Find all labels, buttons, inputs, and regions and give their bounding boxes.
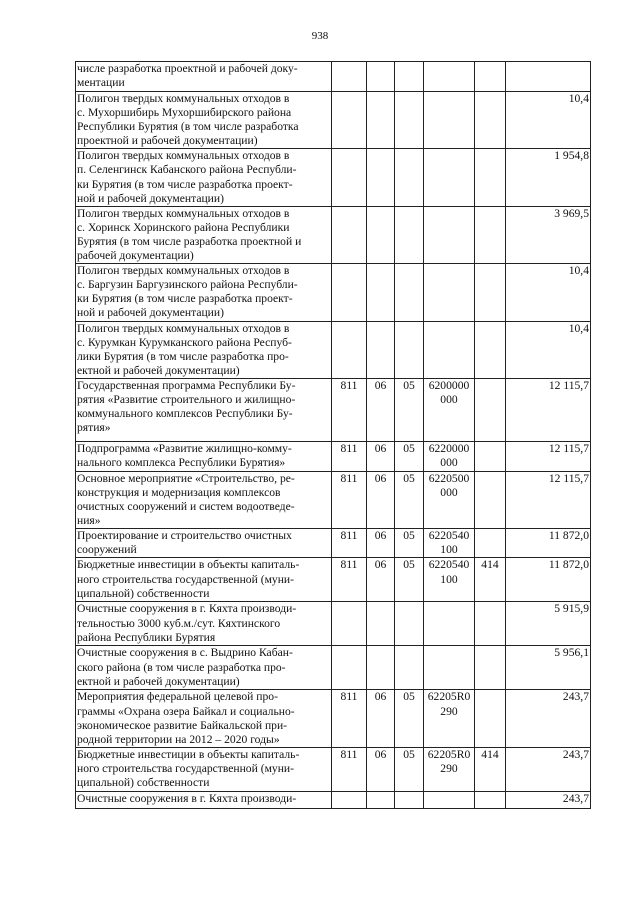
table-row [76, 441, 591, 471]
amount-cell: 11 872,0 [506, 529, 591, 558]
section-code-cell [367, 646, 395, 690]
expense-type-code-cell [475, 321, 506, 378]
expense-type-code-cell: 414 [475, 558, 506, 602]
subsection-code-cell: 05 [395, 441, 424, 471]
row-name-cell: Полигон твердых коммунальных отходов в с. Хоринск Хоринского района Республики Бурятия (в том числе разработка проектной и рабочей документации) [76, 206, 332, 263]
expense-type-code-cell [475, 690, 506, 747]
target-article-code-cell [424, 92, 475, 149]
section-code-cell: 06 [367, 558, 395, 602]
adm-code-cell [332, 206, 367, 263]
section-code-cell: 06 [367, 378, 395, 441]
amount-cell: 243,7 [506, 791, 591, 808]
amount-cell: 243,7 [506, 747, 591, 791]
section-code-cell [367, 321, 395, 378]
row-name-cell: Основное мероприятие «Строительство, ре- конструкция и модернизация комплексов очистных сооружений и систем водоотведе- ния» [76, 471, 332, 528]
subsection-code-cell [395, 264, 424, 321]
expense-type-code-cell [475, 441, 506, 471]
table-row [76, 690, 591, 747]
amount-cell: 10,4 [506, 321, 591, 378]
expense-type-code-cell [475, 149, 506, 206]
adm-code-cell: 811 [332, 471, 367, 528]
row-name-cell: Полигон твердых коммунальных отходов в п. Селенгинск Кабанского района Республи- ки Бурятия (в том числе разработка проект- ной и рабочей документации) [76, 149, 332, 206]
adm-code-cell [332, 602, 367, 646]
section-code-cell: 06 [367, 690, 395, 747]
adm-code-cell [332, 62, 367, 92]
section-code-cell [367, 602, 395, 646]
adm-code-cell [332, 264, 367, 321]
subsection-code-cell [395, 149, 424, 206]
expense-type-code-cell [475, 92, 506, 149]
adm-code-cell: 811 [332, 690, 367, 747]
subsection-code-cell [395, 62, 424, 92]
target-article-code-cell [424, 321, 475, 378]
expense-type-code-cell [475, 471, 506, 528]
table-row [76, 791, 591, 808]
target-article-code-cell: 6220500 000 [424, 471, 475, 528]
section-code-cell [367, 264, 395, 321]
row-name-cell: Очистные сооружения в с. Выдрино Кабан- ского района (в том числе разработка про- ектной и рабочей документации) [76, 646, 332, 690]
table-row [76, 62, 591, 92]
section-code-cell [367, 149, 395, 206]
adm-code-cell [332, 149, 367, 206]
subsection-code-cell: 05 [395, 558, 424, 602]
target-article-code-cell [424, 264, 475, 321]
row-name-cell: Бюджетные инвестиции в объекты капиталь- ного строительства государственной (муни- ципальной) собственности [76, 747, 332, 791]
row-name-cell: Мероприятия федеральной целевой про- граммы «Охрана озера Байкал и социально- экономическое развитие Байкальской при- родной территории на 2012 – 2020 годы» [76, 690, 332, 747]
expense-type-code-cell [475, 378, 506, 441]
adm-code-cell [332, 321, 367, 378]
row-name-cell: Полигон твердых коммунальных отходов в с. Баргузин Баргузинского района Республи- ки Бурятия (в том числе разработка проект- ной и рабочей документации) [76, 264, 332, 321]
target-article-code-cell [424, 646, 475, 690]
amount-cell: 10,4 [506, 264, 591, 321]
section-code-cell [367, 791, 395, 808]
expense-type-code-cell: 414 [475, 747, 506, 791]
target-article-code-cell: 62205R0 290 [424, 690, 475, 747]
row-name-cell: Очистные сооружения в г. Кяхта производи- [76, 791, 332, 808]
amount-cell: 5 956,1 [506, 646, 591, 690]
adm-code-cell [332, 92, 367, 149]
row-name-cell: числе разработка проектной и рабочей доку- ментации [76, 62, 332, 92]
amount-cell: 12 115,7 [506, 378, 591, 441]
expense-type-code-cell [475, 264, 506, 321]
target-article-code-cell [424, 149, 475, 206]
adm-code-cell: 811 [332, 378, 367, 441]
table-row [76, 206, 591, 263]
section-code-cell: 06 [367, 471, 395, 528]
amount-cell [506, 62, 591, 92]
row-name-cell: Государственная программа Республики Бу- рятия «Развитие строительного и жилищно- коммунального комплексов Республики Бу- рятия» [76, 378, 332, 441]
amount-cell: 3 969,5 [506, 206, 591, 263]
table-row [76, 646, 591, 690]
section-code-cell [367, 62, 395, 92]
section-code-cell: 06 [367, 747, 395, 791]
section-code-cell: 06 [367, 441, 395, 471]
subsection-code-cell [395, 646, 424, 690]
expense-type-code-cell [475, 62, 506, 92]
table-row [76, 747, 591, 791]
amount-cell: 5 915,9 [506, 602, 591, 646]
target-article-code-cell: 6220540 100 [424, 558, 475, 602]
subsection-code-cell [395, 92, 424, 149]
subsection-code-cell: 05 [395, 471, 424, 528]
subsection-code-cell: 05 [395, 529, 424, 558]
table-row [76, 321, 591, 378]
table-row [76, 602, 591, 646]
row-name-cell: Проектирование и строительство очистных сооружений [76, 529, 332, 558]
budget-table [75, 61, 591, 809]
expense-type-code-cell [475, 791, 506, 808]
table-row [76, 149, 591, 206]
row-name-cell: Полигон твердых коммунальных отходов в с. Мухоршибирь Мухоршибирского района Республики Бурятия (в том числе разработка проектной и рабочей документации) [76, 92, 332, 149]
target-article-code-cell: 6220540 100 [424, 529, 475, 558]
expense-type-code-cell [475, 646, 506, 690]
amount-cell: 11 872,0 [506, 558, 591, 602]
amount-cell: 1 954,8 [506, 149, 591, 206]
adm-code-cell [332, 791, 367, 808]
amount-cell: 12 115,7 [506, 471, 591, 528]
row-name-cell: Полигон твердых коммунальных отходов в с. Курумкан Курумканского района Респуб- лики Бурятия (в том числе разработка про- ектной и рабочей документации) [76, 321, 332, 378]
expense-type-code-cell [475, 206, 506, 263]
row-name-cell: Бюджетные инвестиции в объекты капиталь- ного строительства государственной (муни- ципальной) собственности [76, 558, 332, 602]
table-row [76, 92, 591, 149]
section-code-cell [367, 92, 395, 149]
subsection-code-cell [395, 602, 424, 646]
page-number: 938 [311, 30, 329, 42]
amount-cell: 10,4 [506, 92, 591, 149]
row-name-cell: Подпрограмма «Развитие жилищно-комму- нального комплекса Республики Бурятия» [76, 441, 332, 471]
table-row [76, 264, 591, 321]
target-article-code-cell: 6200000 000 [424, 378, 475, 441]
target-article-code-cell [424, 206, 475, 263]
table-row [76, 558, 591, 602]
expense-type-code-cell [475, 602, 506, 646]
section-code-cell: 06 [367, 529, 395, 558]
table-row [76, 378, 591, 441]
table-row [76, 529, 591, 558]
subsection-code-cell [395, 206, 424, 263]
amount-cell: 12 115,7 [506, 441, 591, 471]
table-row [76, 471, 591, 528]
target-article-code-cell [424, 62, 475, 92]
section-code-cell [367, 206, 395, 263]
target-article-code-cell: 6220000 000 [424, 441, 475, 471]
subsection-code-cell: 05 [395, 378, 424, 441]
adm-code-cell: 811 [332, 441, 367, 471]
expense-type-code-cell [475, 529, 506, 558]
adm-code-cell [332, 646, 367, 690]
adm-code-cell: 811 [332, 558, 367, 602]
subsection-code-cell [395, 321, 424, 378]
target-article-code-cell [424, 791, 475, 808]
target-article-code-cell: 62205R0 290 [424, 747, 475, 791]
adm-code-cell: 811 [332, 747, 367, 791]
adm-code-cell: 811 [332, 529, 367, 558]
row-name-cell: Очистные сооружения в г. Кяхта производи- тельностью 3000 куб.м./сут. Кяхтинского района Республики Бурятия [76, 602, 332, 646]
amount-cell: 243,7 [506, 690, 591, 747]
target-article-code-cell [424, 602, 475, 646]
subsection-code-cell [395, 791, 424, 808]
subsection-code-cell: 05 [395, 747, 424, 791]
subsection-code-cell: 05 [395, 690, 424, 747]
